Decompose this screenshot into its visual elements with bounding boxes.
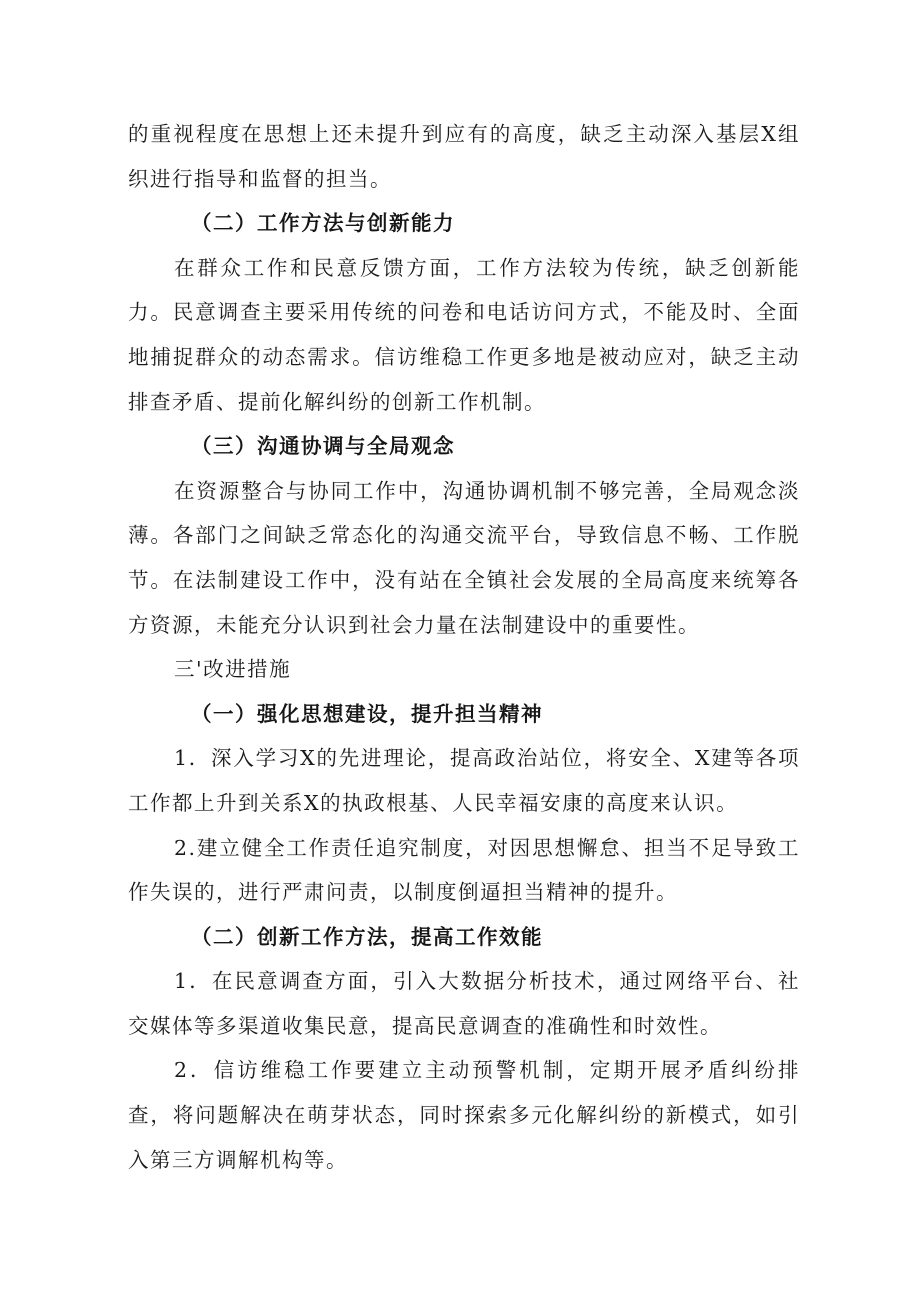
paragraph-communication: 在资源整合与协同工作中，沟通协调机制不够完善，全局观念淡薄。各部门之间缺乏常态化的沟通交流平台，导致信息不畅、工作脱节。在法制建设工作中，没有站在全镇社会发展的全局高度来统筹各方资源，未能充分认识到社会力量在法制建设中的重要性。 [128, 478, 800, 637]
list-item-study-theory: 1．深入学习X的先进理论，提高政治站位，将安全、X建等各项工作都上升到关系X的执政根基、人民幸福安康的高度来认识。 [128, 746, 800, 815]
section-heading-improvements: 三'改进措施 [174, 657, 292, 682]
document-body [128, 112, 800, 1182]
list-item-early-warning: 2．信访维稳工作要建立主动预警机制，定期开展矛盾纠纷排查，将问题解决在萌芽状态，同时探索多元化解纠纷的新模式，如引入第三方调解机构等。 [128, 1058, 800, 1172]
subheading-innovate-methods: （二）创新工作方法，提高工作效能 [191, 924, 543, 949]
subheading-communication: （三）沟通协调与全局观念 [191, 434, 455, 459]
list-item-big-data: 1．在民意调查方面，引入大数据分析技术，通过网络平台、社交媒体等多渠道收集民意，提高民意调查的准确性和时效性。 [128, 969, 800, 1038]
paragraph-work-methods: 在群众工作和民意反馈方面，工作方法较为传统，缺乏创新能力。民意调查主要采用传统的问卷和电话访问方式，不能及时、全面地捕捉群众的动态需求。信访维稳工作更多地是被动应对，缺乏主动排查矛盾、提前化解纠纷的创新工作机制。 [128, 255, 800, 414]
list-item-accountability: 2.建立健全工作责任追究制度，对因思想懈怠、担当不足导致工作失误的，进行严肃问责，以制度倒逼担当精神的提升。 [128, 835, 800, 905]
subheading-strengthen-thought: （一）强化思想建设，提升担当精神 [191, 701, 543, 726]
paragraph-continued: 的重视程度在思想上还未提升到应有的高度，缺乏主动深入基层X组织进行指导和监督的担当。 [128, 122, 800, 191]
subheading-work-methods: （二）工作方法与创新能力 [191, 211, 455, 236]
